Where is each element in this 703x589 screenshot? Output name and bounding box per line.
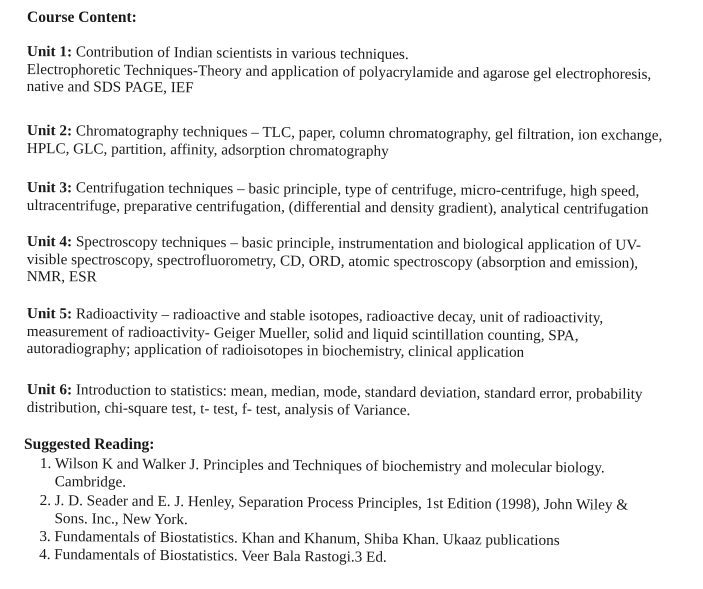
- reading-item-2-line-2: Sons. Inc., New York.: [54, 509, 188, 528]
- course-content-heading: Course Content:: [27, 9, 137, 26]
- unit-2-line-2: HPLC, GLC, partition, affinity, adsorption chromatography: [26, 139, 389, 160]
- reading-item-4-number: 4.: [39, 545, 51, 563]
- reading-item-4: [39, 545, 679, 568]
- unit-4-section: [27, 233, 688, 290]
- unit-1-line-1: Contribution of Indian scientists in various techniques.: [72, 43, 409, 63]
- reading-item-1-number: 1.: [39, 455, 52, 473]
- reading-item-2: [39, 492, 679, 532]
- unit-6-label: Unit 6:: [26, 381, 73, 399]
- unit-3-section: [27, 179, 688, 218]
- reading-item-4-line-1: Fundamentals of Biostatistics. Veer Bala Rastogi.3 Ed.: [54, 545, 387, 566]
- reading-item-3-line-1: Fundamentals of Biostatistics. Khan and Khanum, Shiba Khan. Ukaaz publications: [54, 528, 560, 550]
- unit-5-line-3: autoradiography; application of radioisotopes in biochemistry, clinical application: [26, 339, 525, 361]
- unit-4-line-1: Spectroscopy techniques – basic principle, instrumentation and biological application of UV-: [72, 233, 641, 254]
- unit-3-label: Unit 3:: [26, 179, 73, 197]
- unit-5-line-2: measurement of radioactivity- Geiger Mueller, solid and liquid scintillation counting, SPA,: [26, 322, 579, 344]
- reading-item-1-line-1: Wilson K and Walker J. Principles and Techniques of biochemistry and molecular biology.: [54, 455, 605, 477]
- reading-item-1: [40, 455, 680, 495]
- reading-item-2-number: 2.: [39, 491, 52, 510]
- unit-1-first-line: [27, 43, 409, 63]
- unit-2-line-1: Chromatography techniques – TLC, paper, column chromatography, gel filtration, ion exchange,: [72, 122, 663, 144]
- suggested-reading-heading: Suggested Reading:: [24, 436, 155, 453]
- suggested-reading-list: [39, 455, 680, 568]
- unit-6-section: [27, 381, 688, 421]
- reading-item-1-line-2: Cambridge.: [54, 472, 127, 491]
- unit-2-label: Unit 2:: [26, 122, 73, 140]
- reading-item-2-line-1: J. D. Seader and E. J. Henley, Separation Process Principles, 1st Edition (1998), John Wiley &: [54, 492, 629, 514]
- unit-4-line-3: NMR, ESR: [26, 267, 97, 286]
- unit-3-line-1: Centrifugation techniques – basic principle, type of centrifuge, micro-centrifuge, high speed,: [72, 179, 640, 200]
- unit-4-label: Unit 4:: [26, 233, 73, 251]
- unit-5-label: Unit 5:: [26, 305, 73, 323]
- unit-1-line-2: Electrophoretic Techniques-Theory and application of polyacrylamide and agarose gel electrophoresis,: [26, 60, 652, 83]
- unit-5-section: [27, 305, 688, 363]
- unit-1-section: [27, 43, 688, 101]
- unit-3-line-2: ultracentrifuge, preparative centrifugation, (differential and density gradient), analytical centrifugation: [26, 196, 649, 218]
- unit-1-label: Unit 1:: [26, 43, 73, 61]
- unit-2-section: [27, 122, 688, 162]
- unit-6-line-1: Introduction to statistics: mean, median, mode, standard deviation, standard error, probability: [72, 381, 643, 403]
- unit-4-line-2: visible spectroscopy, spectrofluorometry, CD, ORD, atomic spectroscopy (absorption and emission),: [26, 250, 639, 272]
- unit-6-line-2: distribution, chi-square test, t- test, f- test, analysis of Variance.: [26, 398, 411, 419]
- unit-5-line-1: Radioactivity – radioactive and stable isotopes, radioactive decay, unit of radioactivity,: [72, 305, 604, 327]
- reading-item-3-number: 3.: [39, 527, 51, 546]
- unit-1-line-3: native and SDS PAGE, IEF: [26, 77, 194, 97]
